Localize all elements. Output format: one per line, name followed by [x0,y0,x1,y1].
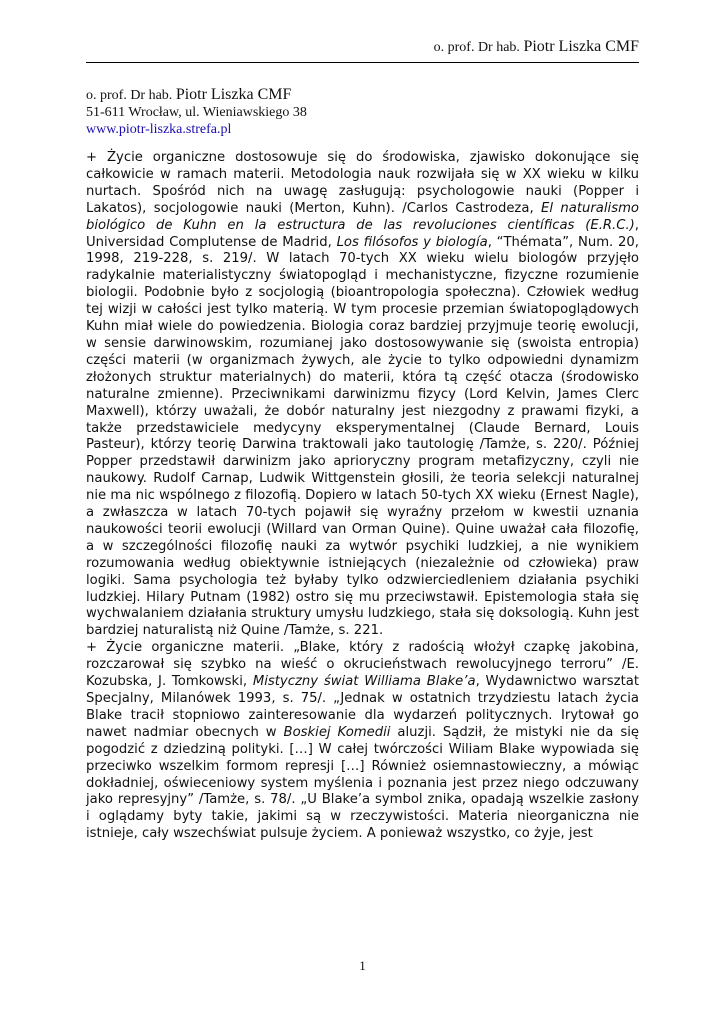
paragraph-1-title-2: Los filósofos y biología [336,234,488,250]
paragraph-1 [86,150,639,640]
paragraph-2-text-1: + Życie organiczne materii. „Blake, który z radością włożył czapkę jakobina, rozczarował się szybko na wieść o okrucieństwach rewolucyjnego terroru” /E. Kozubska, J. Tomkowski, [86,640,639,690]
author-name: Piotr Liszka CMF [175,86,292,103]
header-divider [86,62,639,63]
author-title: o. prof. Dr hab. [86,88,176,103]
paragraph-2 [86,640,639,843]
paragraph-1-title-1: El naturalismo biológico de Kuhn en la estructura de las revoluciones científicas (E.R.C.) [86,200,639,233]
header-prefix: o. prof. Dr hab. [433,40,524,55]
author-address-block [86,86,307,138]
header-author-name: Piotr Liszka CMF [523,38,639,55]
author-line [86,86,307,104]
paragraph-2-text-3: aluzji. Sądził, że mistyki nie da się pogodzić z dziedziną polityki. […] W całej twórczości Wiliam Blake wypowiada się przeciwko wszelkim formom represji […] Również osiemnastowieczny, a mówiąc dokładniej, oświeceniowy system myślenia i poznania jest przez niego odczuwany jako represyjny” /Tamże, s. 78/. „U Blake’a symbol znika, opadają wszelkie zasłony i oglądamy byty takie, jakimi są w rzeczywistości. Materia nieorganiczna nie istnieje, cały wszechświat pulsuje życiem. A ponieważ wszystko, co żyje, jest [86,724,639,842]
paragraph-2-text-2: , Wydawnictwo warsztat Specjalny, Milanówek 1993, s. 75/. „Jednak w ostatnich trzydziestu latach życia Blake tracił stopniowo zainteresowanie dla wydarzeń politycznych. Irytował go nawet nadmiar obecnych w [86,674,640,740]
paragraph-2-title-2: Boskiej Komedii [283,724,391,740]
page-number: 1 [359,958,366,973]
website-link[interactable]: www.piotr-liszka.strefa.pl [86,122,232,137]
document-body [86,150,639,843]
paragraph-1-text-1: + Życie organiczne dostosowuje się do środowiska, zjawisko dokonujące się całkowicie w ramach materii. Metodologia nauk rozwijała się w XX wieku w kilku nurtach. Spośród nich na uwagę zasługują: psychologowie nauki (Popper i Lakatos), socjologowie nauki (Merton, Kuhn). /Carlos Castrodeza, [86,150,639,216]
paragraph-1-text-2: , Universidad Complutense de Madrid, [86,217,639,250]
paragraph-1-text-3: , “Thémata”, Num. 20, 1998, 219-228, s. 219/. W latach 70-tych XX wieku wielu biologów przyjęło radykalnie materialistyczny światopogląd i mechanistyczne, fizyczne rozumienie biologii. Podobnie było z socjologią (bioantropologia społeczna). Człowiek według tej wizji w całości jest tylko materią. W tym procesie przemian światopoglądowych Kuhn miał wiele do powiedzenia. Biologia coraz bardziej przyjmuje teorię ewolucji, w sensie darwinowskim, rozumianej jako dostosowywanie się (swoista entropia) części materii (w organizmach żywych, ale życie to tylko odpowiedni dynamizm złożonych struktur materialnych) do materii, która tą część otacza (środowisko naturalne zmienne). Przeciwnikami darwinizmu fizycy (Lord Kelvin, James Clerc Maxwell), którzy uważali, że dobór naturalny jest niezgodny z prawami fizyki, a także przedstawiciele medycyny eksperymentalnej (Claude Bernard, Louis Pasteur), którzy teorię Darwina traktowali jako tautologię /Tamże, s. 220/. Później Popper przedstawił darwinizm jako aprioryczny program metafizyczny, czyli nie naukowy. Rudolf Carnap, Ludwik Wittgenstein głosili, że teoria selekcji naturalnej nie ma nic wspólnego z filozofią. Dopiero w latach 50-tych XX wieku (Ernest Nagle), a zwłaszcza w latach 70-tych pojawił się wyraźny przełom w kwestii uznania naukowości teorii ewolucji (Willard van Orman Quine). Quine uważał cała filozofię, a w szczególności filozofię nauki za wytwór psychiki ludzkiej, a nie wynikiem rozumowania według obiektywnie istniejących (niezależnie od człowieka) praw logiki. Sama psychologia też byłaby tylko odzwierciedleniem działania psychiki ludzkiej. Hilary Putnam (1982) ostro się mu przeciwstawił. Epistemologia stała się wychwalaniem działania struktury umysłu ludzkiego, stała się doksologią. Kuhn jest bardziej naturalistą niż Quine /Tamże, s. 221. [86,234,639,639]
page-header [86,38,639,56]
street-address: 51-611 Wrocław, ul. Wieniawskiego 38 [86,105,307,120]
paragraph-2-title-1: Mistyczny świat Williama Blake’a [252,674,476,690]
